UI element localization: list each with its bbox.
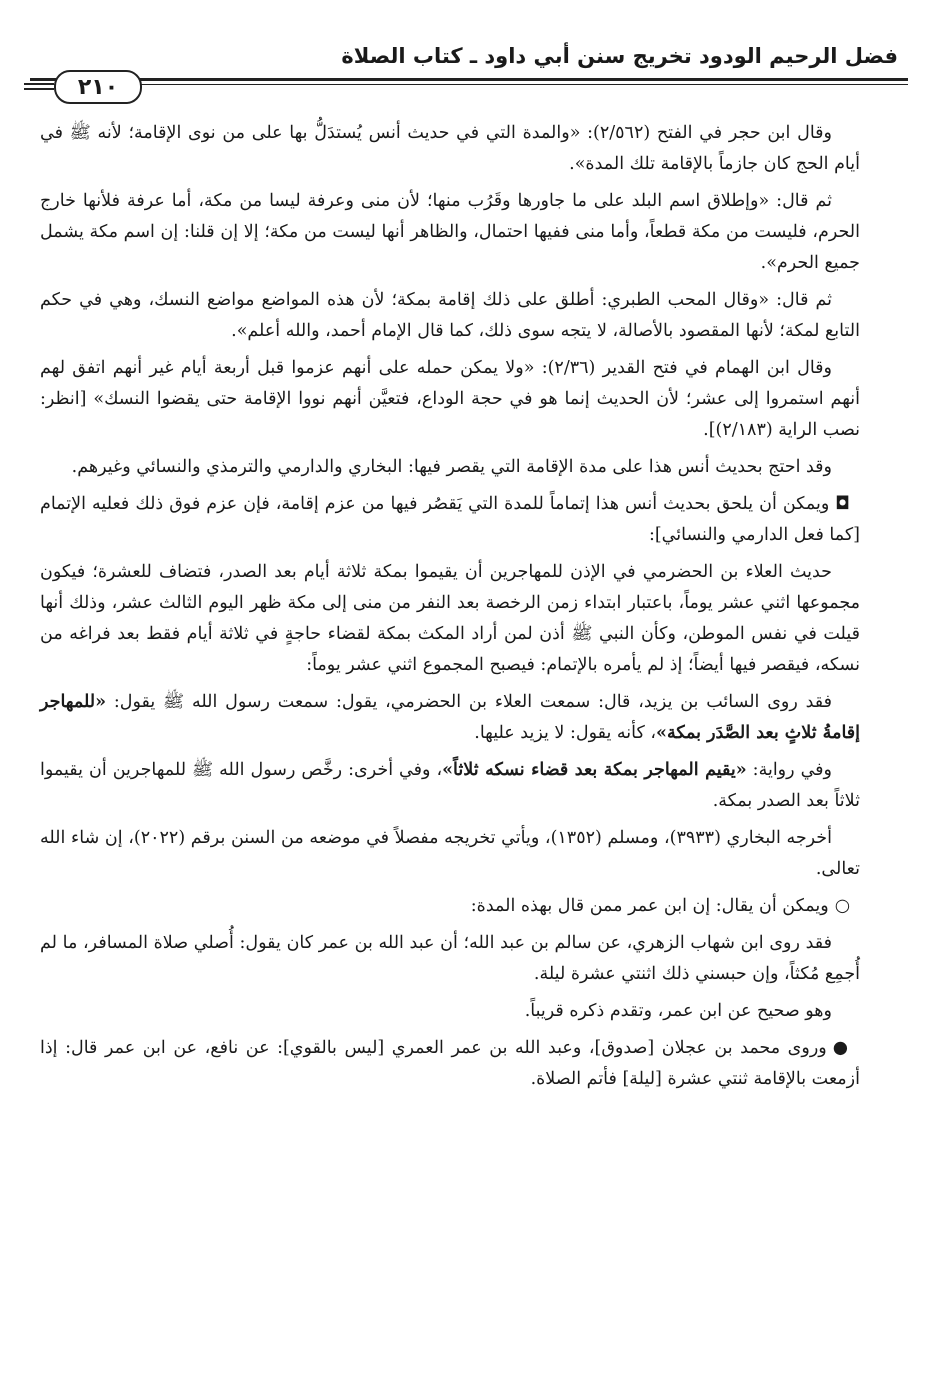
paragraph — [40, 891, 860, 922]
hadith-quote: «للمهاجر إقامةُ ثلاثٍ بعد الصَّدَر بمكة» — [40, 692, 860, 743]
paragraph — [40, 755, 860, 817]
page-number: ٢١٠ — [77, 74, 119, 100]
paragraph — [40, 353, 860, 446]
paragraph — [40, 687, 860, 749]
paragraph — [40, 1033, 860, 1095]
hadith-quote: «يقيم المهاجر بمكة بعد قضاء نسكه ثلاثاً» — [442, 760, 747, 780]
paragraph-text: ويمكن أن يقال: إن ابن عمر ممن قال بهذه المدة: — [470, 896, 829, 916]
paragraph-text: ويمكن أن يلحق بحديث أنس هذا إتماماً للمدة التي يَقصُر فيها من عزم إقامة، فإن عزم فوق ذلك فعليه الإتمام [كما فعل الدارمي والنسائي]: — [40, 494, 860, 545]
ornament-line-left — [24, 83, 54, 85]
paragraph-text: حديث العلاء بن الحضرمي في الإذن للمهاجرين أن يقيموا بمكة ثلاثة أيام بعد الصدر، فتضاف للعشرة؛ فيكون مجموعها اثني عشر يوماً، باعتبار ابتداء زمن الرخصة بعد النفر من منى إلى مكة ظهر اليوم الثالث عشر، وذلك أنها قيلت في نفس الموطن، وكأن النبي ﷺ أذن لمن أراد المكث بمكة لقضاء حاجةٍ في ثلاثة أيام فقط بعد فراغه من نسكه، فيقصر فيها أيضاً؛ إذ لم يأمره بالإتمام: فيصبح المجموع اثني عشر يوماً: — [40, 562, 860, 675]
paragraph-text: وقد احتج بحديث أنس هذا على مدة الإقامة التي يقصر فيها: البخاري والدارمي والترمذي والنسائي وغيرهم. — [71, 457, 832, 477]
paragraph-text: وفي رواية: — [746, 760, 832, 780]
bullet-marker: ◘ — [835, 494, 850, 514]
paragraph-text: وقال ابن الهمام في فتح القدير (٢/٣٦): «ولا يمكن حمله على أنهم عزموا قبل أربعة أيام غير أنهم اتفق لهم أنهم استمروا إلى عشر؛ لأن الحديث إنما هو في حجة الوداع، فتعيَّن أنهم نووا الإقامة حتى يقضوا النسك» [انظر: نصب الراية (٢/١٨٣)]. — [40, 358, 860, 440]
paragraph — [40, 285, 860, 347]
running-title: فضل الرحيم الودود تخريج سنن أبي داود ـ كتاب الصلاة — [341, 44, 898, 68]
paragraph — [40, 452, 860, 483]
paragraph-text: وهو صحيح عن ابن عمر، وتقدم ذكره قريباً. — [524, 1001, 832, 1021]
page-number-box — [54, 70, 142, 104]
paragraph — [40, 489, 860, 551]
paragraph — [40, 186, 860, 279]
page-number-ornament — [24, 70, 179, 106]
body-text — [40, 118, 860, 1101]
paragraph-text: وقال ابن حجر في الفتح (٢/٥٦٢): «والمدة التي في حديث أنس يُستدَلُّ بها على من نوى الإقامة؛ لأنه ﷺ في أيام الحج كان جازماً بالإقامة تلك المدة». — [40, 123, 860, 174]
paragraph — [40, 557, 860, 681]
paragraph-text: وروى محمد بن عجلان [صدوق]، وعبد الله بن عمر العمري [ليس بالقوي]: عن نافع، عن ابن عمر قال: إذا أزمعت بالإقامة ثنتي عشرة [ليلة] فأتم الصلاة. — [40, 1038, 860, 1089]
paragraph — [40, 996, 860, 1027]
paragraph-text: ثم قال: «وقال المحب الطبري: أطلق على ذلك إقامة بمكة؛ لأن هذه المواضع مواضع النسك، وهي في حكم التابع لمكة؛ لأنها المقصود بالأصالة، لا يتجه سوى ذلك، كما قال الإمام أحمد، والله أعلم». — [40, 290, 860, 341]
paragraph-text: ، كأنه يقول: لا يزيد عليها. — [474, 723, 657, 743]
bullet-marker: ● — [832, 1038, 850, 1058]
paragraph — [40, 823, 860, 885]
paragraph-text: فقد روى السائب بن يزيد، قال: سمعت العلاء بن الحضرمي، يقول: سمعت رسول الله ﷺ يقول: — [106, 692, 832, 712]
paragraph-text: ، وفي أخرى: رخَّص رسول الله ﷺ للمهاجرين أن يقيموا ثلاثاً بعد الصدر بمكة. — [40, 760, 860, 811]
paragraph — [40, 928, 860, 990]
paragraph-text: ثم قال: «وإطلاق اسم البلد على ما جاورها وقَرُب منها؛ لأن منى وعرفة ليسا من مكة، أما عرفة فلأنها خارج الحرم، فليست من مكة قطعاً، وأما منى ففيها احتمال، والظاهر أنها ليست من مكة؛ إلا إن قلنا: إن اسم مكة يشمل جميع الحرم». — [40, 191, 860, 273]
ornament-line-left-2 — [24, 88, 54, 90]
paragraph-text: أخرجه البخاري (٣٩٣٣)، ومسلم (١٣٥٢)، ويأتي تخريجه مفصلاً في موضعه من السنن برقم (٢٠٢٢)، إن شاء الله تعالى. — [40, 828, 860, 879]
bullet-marker: ○ — [834, 896, 850, 916]
paragraph — [40, 118, 860, 180]
paragraph-text: فقد روى ابن شهاب الزهري، عن سالم بن عبد الله؛ أن عبد الله بن عمر كان يقول: أُصلي صلاة المسافر، ما لم أُجمِع مُكثاً، وإن حبسني ذلك اثنتي عشرة ليلة. — [40, 933, 860, 984]
